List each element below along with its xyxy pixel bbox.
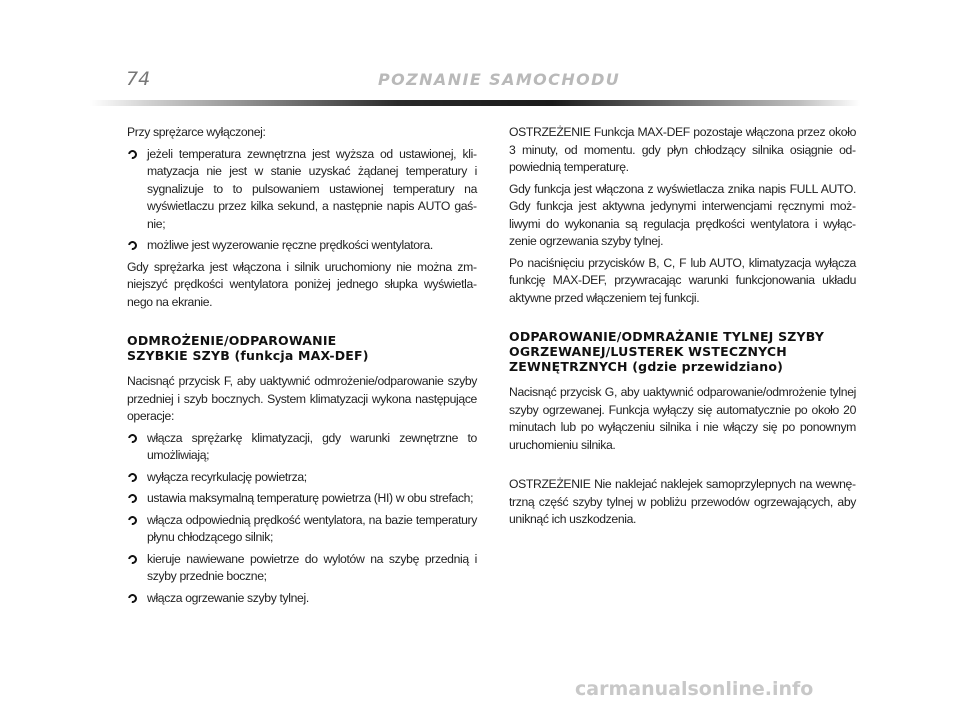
paragraph: Nacisnąć przycisk F, aby uaktywnić odmrożenie/odparowanie szyby przedniej i szyb bocznych. System klimatyzacji wykona następujące operacje:: [127, 374, 477, 423]
intro-text: Przy sprężarce wyłączonej:: [127, 125, 266, 139]
bullet-icon: [126, 592, 139, 605]
warning-paragraph: OSTRZEŻENIE Funkcja MAX-DEF pozostaje włączona przez około 3 minuty, od momentu. gdy płyn chłodzący silnika osiągnie odpowiednią temperaturę.: [509, 125, 856, 174]
bullet-list-compressor-off: [127, 146, 477, 255]
bullet-icon: [126, 239, 139, 252]
watermark-text: carmanualsonline.info: [575, 678, 814, 700]
paragraph: Gdy funkcja jest włączona z wyświetlacza znika napis FULL AUTO. Gdy funkcja jest aktywna jedynymi interwencjami ręcznymi możliwymi do wykonania są regulacja prędkości wentylatora i wyłączenie ogrzewania szyby tylnej.: [509, 181, 856, 248]
warning-paragraph: OSTRZEŻENIE Nie naklejać naklejek samoprzylepnych na wewnętrzną część szyby tylnej w pobliżu przewodów ogrzewających, aby uniknąć ich uszkodzenia.: [509, 477, 856, 526]
list-item: włącza sprężarkę klimatyzacji, gdy warunki zewnętrzne to umożliwiają;: [127, 430, 477, 465]
list-item: jeżeli temperatura zewnętrzna jest wyższa od ustawionej, klimatyzacja nie jest w stanie uzyskać żądanej temperatury i sygnalizuje to to pulsowaniem ustawionej temperatury na wyświetlaczu przez kilka sekund, a następnie napis AUTO gaśnie;: [127, 146, 477, 234]
section-heading-rear-defrost: ODPAROWANIE/ODMRAŻANIE TYLNEJ SZYBY OGRZEWANEJ/LUSTEREK WSTECZNYCH ZEWNĘTRZNYCH (gdzie przewidziano): [509, 329, 825, 374]
list-item: wyłącza recyrkulację powietrza;: [127, 469, 477, 487]
bullet-icon: [126, 553, 139, 566]
bullet-icon: [126, 471, 139, 484]
section-title: POZNANIE SAMOCHODU: [378, 70, 621, 89]
paragraph: Gdy sprężarka jest włączona i silnik uruchomiony nie można zmniejszyć prędkości wentylatora poniżej jednego słupka wyświetlanego na ekranie.: [127, 259, 477, 309]
bullet-icon: [126, 432, 139, 445]
paragraph: Po naciśnięciu przycisków B, C, F lub AUTO, klimatyzacja wyłącza funkcję MAX-DEF, przywracając warunki funkcjonowania układu aktywne przed włączeniem tej funkcji.: [509, 255, 856, 305]
list-item: włącza ogrzewanie szyby tylnej.: [127, 590, 477, 608]
bullet-icon: [126, 492, 139, 505]
list-item: kieruje nawiewane powietrze do wylotów na szybę przednią i szyby przednie boczne;: [127, 551, 477, 586]
bullet-icon: [126, 514, 139, 527]
paragraph: Nacisnąć przycisk G, aby uaktywnić odparowanie/odmrożenie tylnej szyby ogrzewanej. Funkcja wyłączy się automatycznie po około 20 minutach lub po wyłączeniu silnika i nie włączy się po ponownym uruchomieniu silnika.: [509, 385, 856, 452]
list-item: możliwe jest wyzerowanie ręczne prędkości wentylatora.: [127, 237, 477, 255]
page-number: 74: [126, 68, 151, 90]
list-item: włącza odpowiednią prędkość wentylatora, na bazie temperatury płynu chłodzącego silnik;: [127, 512, 477, 547]
bullet-icon: [126, 148, 139, 161]
header-divider: [90, 100, 860, 106]
bullet-list-maxdef-operations: [127, 430, 477, 608]
list-item: ustawia maksymalną temperaturę powietrza (HI) w obu strefach;: [127, 490, 477, 508]
right-column: [509, 124, 856, 533]
section-heading-maxdef: ODMROŻENIE/ODPAROWANIE SZYBKIE SZYB (funkcja MAX-DEF): [127, 333, 369, 363]
left-column: [127, 124, 477, 611]
